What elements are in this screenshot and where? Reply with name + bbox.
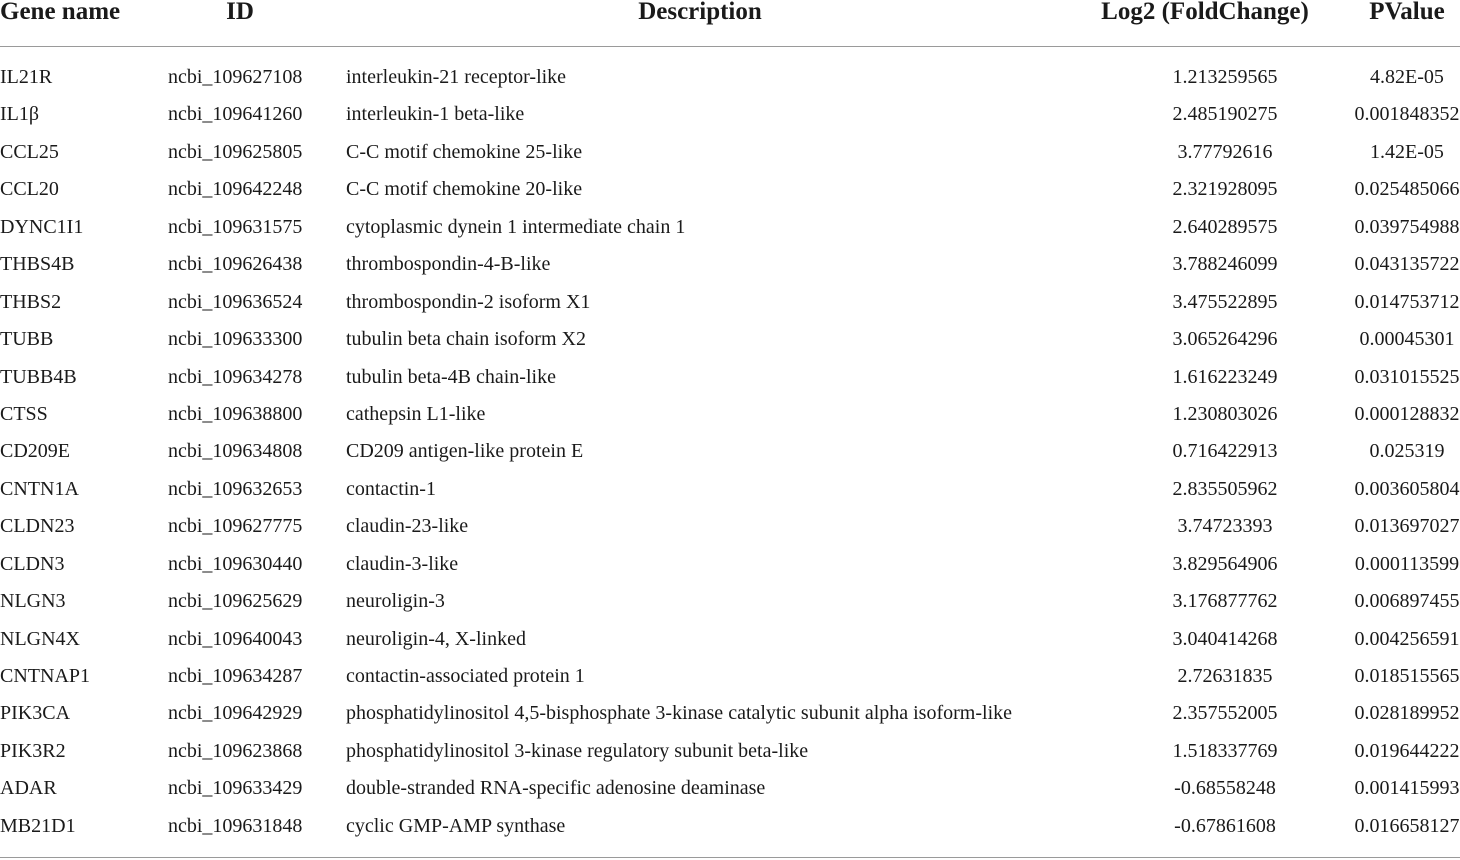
cell-gene-name: NLGN3 [0, 590, 66, 613]
table-row [0, 583, 1460, 620]
cell-log2-foldchange: 2.357552005 [1172, 702, 1278, 725]
cell-log2-foldchange: 3.475522895 [1172, 290, 1278, 313]
cell-description: interleukin-1 beta-like [346, 103, 525, 126]
cell-id: ncbi_109636524 [168, 290, 303, 313]
cell-gene-name: MB21D1 [0, 814, 76, 837]
header-description: Description [638, 0, 762, 25]
cell-log2-foldchange: 3.788246099 [1172, 253, 1278, 276]
cell-description: C-C motif chemokine 20-like [346, 178, 583, 201]
cell-log2-foldchange: 2.72631835 [1177, 665, 1273, 687]
cell-id: ncbi_109625629 [168, 590, 303, 613]
cell-gene-name: CCL20 [0, 178, 59, 201]
table-row [0, 134, 1460, 171]
cell-log2-foldchange: 3.829564906 [1172, 552, 1278, 575]
cell-pvalue: 0.025319 [1369, 440, 1445, 463]
cell-description: tubulin beta-4B chain-like [346, 365, 556, 388]
header-gene-name: Gene name [0, 0, 121, 25]
cell-pvalue: 0.001848352 [1354, 103, 1460, 126]
cell-description: CD209 antigen-like protein E [346, 440, 584, 463]
cell-id: ncbi_109640043 [168, 627, 303, 650]
cell-description: phosphatidylinositol 4,5-bisphosphate 3-kinase catalytic subunit alpha isoform-like [346, 702, 1012, 725]
header-pvalue: PValue [1369, 0, 1445, 25]
table-row [0, 171, 1460, 208]
cell-gene-name: CCL25 [0, 140, 59, 163]
cell-id: ncbi_109634278 [168, 365, 303, 388]
cell-pvalue: 0.014753712 [1354, 290, 1460, 313]
cell-log2-foldchange: 3.176877762 [1172, 590, 1278, 613]
cell-id: ncbi_109626438 [168, 253, 303, 276]
cell-gene-name: IL1β [0, 103, 40, 126]
cell-id: ncbi_109627108 [168, 66, 303, 88]
cell-gene-name: CLDN3 [0, 552, 65, 575]
cell-description: double-stranded RNA-specific adenosine deaminase [346, 777, 766, 800]
cell-id: ncbi_109642929 [168, 702, 303, 725]
cell-pvalue: 0.006897455 [1354, 590, 1460, 613]
cell-pvalue: 0.013697027 [1354, 515, 1460, 538]
table-row [0, 508, 1460, 545]
cell-id: ncbi_109634808 [168, 440, 303, 463]
cell-gene-name: PIK3CA [0, 702, 71, 725]
cell-pvalue: 0.004256591 [1354, 627, 1460, 650]
cell-gene-name: THBS2 [0, 290, 62, 313]
cell-log2-foldchange: 3.040414268 [1172, 627, 1278, 650]
cell-log2-foldchange: 1.616223249 [1172, 365, 1278, 388]
cell-gene-name: CNTN1A [0, 477, 79, 500]
cell-pvalue: 1.42E-05 [1370, 140, 1444, 163]
cell-id: ncbi_109642248 [168, 178, 303, 201]
cell-pvalue: 4.82E-05 [1370, 66, 1444, 88]
cell-description: contactin-1 [346, 477, 436, 500]
table-row [0, 546, 1460, 583]
cell-pvalue: 0.039754988 [1354, 215, 1460, 238]
cell-id: ncbi_109627775 [168, 515, 303, 538]
cell-log2-foldchange: 2.835505962 [1172, 477, 1278, 500]
cell-description: thrombospondin-2 isoform X1 [346, 290, 591, 313]
cell-gene-name: CD209E [0, 440, 70, 463]
cell-log2-foldchange: 2.640289575 [1172, 215, 1278, 238]
cell-pvalue: 0.003605804 [1354, 477, 1460, 500]
cell-log2-foldchange: -0.68558248 [1174, 777, 1276, 800]
cell-description: tubulin beta chain isoform X2 [346, 328, 586, 351]
cell-id: ncbi_109625805 [168, 140, 303, 163]
cell-id: ncbi_109638800 [168, 402, 303, 425]
table-row [0, 96, 1460, 133]
cell-pvalue: 0.043135722 [1354, 253, 1460, 276]
header-id: ID [226, 0, 254, 25]
cell-gene-name: IL21R [0, 66, 53, 88]
cell-log2-foldchange: 3.065264296 [1172, 328, 1278, 351]
cell-id: ncbi_109631575 [168, 215, 303, 238]
cell-id: ncbi_109631848 [168, 814, 303, 837]
cell-id: ncbi_109641260 [168, 103, 303, 126]
cell-id: ncbi_109623868 [168, 739, 303, 762]
cell-log2-foldchange: 3.74723393 [1177, 515, 1273, 538]
cell-description: claudin-23-like [346, 515, 469, 538]
cell-pvalue: 0.016658127 [1354, 814, 1460, 837]
table-row [0, 359, 1460, 396]
cell-gene-name: CLDN23 [0, 515, 75, 538]
table-body [0, 47, 1460, 845]
cell-gene-name: THBS4B [0, 253, 75, 276]
table-row [0, 733, 1460, 770]
table-header [0, 0, 1460, 47]
cell-pvalue: 0.031015525 [1354, 365, 1460, 388]
cell-gene-name: PIK3R2 [0, 739, 66, 762]
table-row [0, 621, 1460, 658]
cell-description: cytoplasmic dynein 1 intermediate chain 1 [346, 215, 686, 238]
table-row [0, 808, 1460, 845]
cell-log2-foldchange: 1.230803026 [1172, 402, 1278, 425]
cell-pvalue: 0.019644222 [1354, 739, 1460, 762]
cell-description: cathepsin L1-like [346, 402, 486, 425]
cell-id: ncbi_109633300 [168, 328, 303, 351]
cell-gene-name: DYNC1I1 [0, 215, 84, 238]
cell-description: neuroligin-4, X-linked [346, 627, 526, 650]
cell-id: ncbi_109630440 [168, 552, 303, 575]
table-row [0, 695, 1460, 732]
table-row [0, 209, 1460, 246]
cell-log2-foldchange: 3.77792616 [1177, 140, 1273, 163]
cell-description: interleukin-21 receptor-like [346, 66, 567, 88]
table-row [0, 284, 1460, 321]
table-row [0, 658, 1460, 695]
cell-log2-foldchange: 1.213259565 [1172, 66, 1278, 88]
cell-pvalue: 0.018515565 [1354, 665, 1460, 687]
cell-description: phosphatidylinositol 3-kinase regulatory subunit beta-like [346, 739, 809, 762]
table-row [0, 471, 1460, 508]
cell-gene-name: TUBB [0, 328, 54, 351]
cell-description: neuroligin-3 [346, 590, 445, 613]
cell-log2-foldchange: 2.485190275 [1172, 103, 1278, 126]
cell-description: C-C motif chemokine 25-like [346, 140, 583, 163]
table-row [0, 396, 1460, 433]
table-bottom-rule [0, 857, 1460, 858]
cell-id: ncbi_109632653 [168, 477, 303, 500]
cell-gene-name: ADAR [0, 777, 57, 800]
cell-pvalue: 0.000113599 [1354, 552, 1460, 575]
table-row [0, 59, 1460, 96]
table-row [0, 770, 1460, 807]
header-log2-foldchange: Log2 (FoldChange) [1101, 0, 1309, 25]
table-row [0, 321, 1460, 358]
cell-description: contactin-associated protein 1 [346, 665, 585, 687]
cell-description: thrombospondin-4-B-like [346, 253, 551, 276]
cell-gene-name: CTSS [0, 402, 48, 425]
cell-log2-foldchange: 0.716422913 [1172, 440, 1278, 463]
cell-log2-foldchange: 2.321928095 [1172, 178, 1278, 201]
table-row [0, 246, 1460, 283]
cell-pvalue: 0.00045301 [1359, 328, 1455, 351]
table-row [0, 433, 1460, 470]
cell-pvalue: 0.025485066 [1354, 178, 1460, 201]
cell-id: ncbi_109633429 [168, 777, 303, 800]
cell-id: ncbi_109634287 [168, 665, 303, 687]
cell-pvalue: 0.000128832 [1354, 402, 1460, 425]
cell-description: claudin-3-like [346, 552, 459, 575]
cell-pvalue: 0.028189952 [1354, 702, 1460, 725]
cell-log2-foldchange: 1.518337769 [1172, 739, 1278, 762]
cell-gene-name: TUBB4B [0, 365, 77, 388]
cell-pvalue: 0.001415993 [1354, 777, 1460, 800]
cell-gene-name: CNTNAP1 [0, 665, 91, 687]
cell-log2-foldchange: -0.67861608 [1174, 814, 1276, 837]
cell-description: cyclic GMP-AMP synthase [346, 814, 566, 837]
cell-gene-name: NLGN4X [0, 627, 80, 650]
